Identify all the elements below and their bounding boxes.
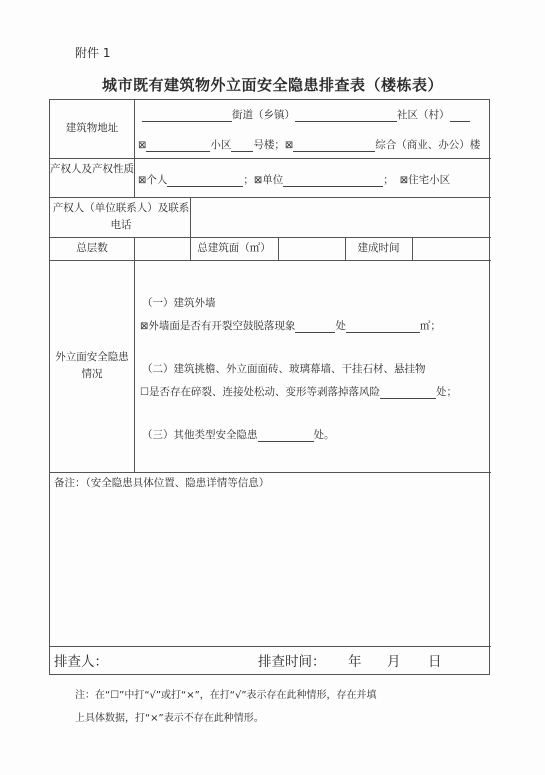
row-divider xyxy=(50,260,491,261)
attachment-label: 附件 1 xyxy=(75,46,111,60)
row-divider xyxy=(50,472,491,473)
section-3-count-blank[interactable] xyxy=(258,429,314,442)
note-line-1: 注：在“☐”中打“√”或打“×”，在打“√”表示存在此种情形，存在并填 xyxy=(75,690,377,701)
residential-option: 住宅小区 xyxy=(408,174,451,186)
section-1-area-blank[interactable] xyxy=(346,320,420,333)
section-1-line xyxy=(140,318,441,333)
section-1-unit-area: ㎡； xyxy=(419,320,441,332)
building-no-blank[interactable] xyxy=(231,139,253,152)
checkbox-checked-icon[interactable]: ⊠ xyxy=(399,175,409,186)
note-line-2: 上具体数据，打“×”表示不存在此种情形。 xyxy=(75,713,264,724)
separator: ； xyxy=(383,174,394,186)
estate-line xyxy=(138,137,480,152)
checkbox-checked-icon[interactable]: ⊠ xyxy=(138,175,147,186)
column-divider xyxy=(190,197,191,238)
checkbox-checked-icon[interactable]: ⊠ xyxy=(138,140,147,151)
hazard-label: 外立面安全隐患情况 xyxy=(55,351,129,380)
mixed-building-label: 综合（商业、办公）楼 xyxy=(375,139,481,151)
section-2-count-blank[interactable] xyxy=(380,386,436,399)
section-1-title: （一）建筑外墙 xyxy=(142,297,216,309)
building-no-label: 号楼； xyxy=(253,139,285,151)
mixed-building-blank[interactable] xyxy=(293,139,375,152)
checkbox-checked-icon[interactable]: ⊠ xyxy=(140,321,149,332)
contact-field[interactable] xyxy=(198,210,483,228)
column-divider xyxy=(134,237,135,473)
inspection-form xyxy=(49,99,490,675)
community-label: 社区（村） xyxy=(397,109,450,121)
area-label: 总建筑面（㎡） xyxy=(197,242,271,254)
section-3-text: （三）其他类型安全隐患 xyxy=(142,429,258,441)
unit-option: 单位 xyxy=(262,174,284,186)
row-divider xyxy=(50,158,491,159)
row-divider xyxy=(50,646,491,647)
checkbox-checked-icon[interactable]: ⊠ xyxy=(284,140,294,151)
individual-blank[interactable] xyxy=(167,174,243,187)
section-1-text: 外墙面是否有开裂空鼓脱落现象 xyxy=(148,320,296,332)
area-field[interactable] xyxy=(282,241,342,257)
section-3-unit: 处。 xyxy=(313,429,335,441)
community-tail-blank[interactable] xyxy=(450,109,470,122)
row-divider xyxy=(50,237,491,238)
contact-label: 产权人（单位联系人）及联系电话 xyxy=(52,202,190,231)
form-title: 城市既有建筑物外立面安全隐患排查表（楼栋表） xyxy=(101,76,443,94)
year-label: 年 xyxy=(348,654,362,670)
month-label: 月 xyxy=(387,654,401,670)
checkbox-empty-icon[interactable]: ☐ xyxy=(140,387,149,398)
section-3-line xyxy=(142,427,335,442)
floors-label: 总层数 xyxy=(76,242,108,254)
floors-field[interactable] xyxy=(138,241,186,257)
section-2-text: 是否存在碎裂、连接处松动、变形等剥落掉落风险 xyxy=(148,386,380,398)
remarks-label: 备注：（安全隐患具体位置、隐患详情等信息） xyxy=(54,477,270,489)
unit-blank[interactable] xyxy=(283,174,383,187)
inspector-field[interactable] xyxy=(114,652,244,668)
column-divider xyxy=(278,237,279,261)
section-2-unit: 处； xyxy=(435,386,457,398)
column-divider xyxy=(134,100,135,198)
estate-label: 小区 xyxy=(210,139,232,151)
column-divider xyxy=(412,237,413,261)
community-blank[interactable] xyxy=(295,109,397,122)
section-1-count-blank[interactable] xyxy=(295,320,335,333)
built-time-label: 建成时间 xyxy=(357,242,400,254)
street-label: 街道（乡镇） xyxy=(232,109,295,121)
row-divider xyxy=(50,197,491,198)
ownership-options xyxy=(138,172,450,187)
individual-option: 个人 xyxy=(146,174,168,186)
section-1-unit-count: 处 xyxy=(335,320,346,332)
ownership-label: 产权人及产权性质 xyxy=(50,163,134,175)
street-line xyxy=(142,107,470,122)
street-blank[interactable] xyxy=(142,109,232,122)
remarks-field[interactable] xyxy=(54,492,484,640)
estate-blank[interactable] xyxy=(146,139,210,152)
section-2-title: （二）建筑挑檐、外立面面砖、玻璃幕墙、干挂石材、悬挂物 xyxy=(142,363,426,375)
inspection-time-label: 排查时间： xyxy=(258,654,326,670)
separator: ； xyxy=(243,174,254,186)
checkbox-checked-icon[interactable]: ⊠ xyxy=(253,175,263,186)
address-label: 建筑物地址 xyxy=(65,122,119,134)
day-label: 日 xyxy=(428,654,442,670)
inspector-label: 排查人： xyxy=(54,654,108,670)
built-time-field[interactable] xyxy=(416,241,486,257)
section-2-line xyxy=(140,384,457,399)
